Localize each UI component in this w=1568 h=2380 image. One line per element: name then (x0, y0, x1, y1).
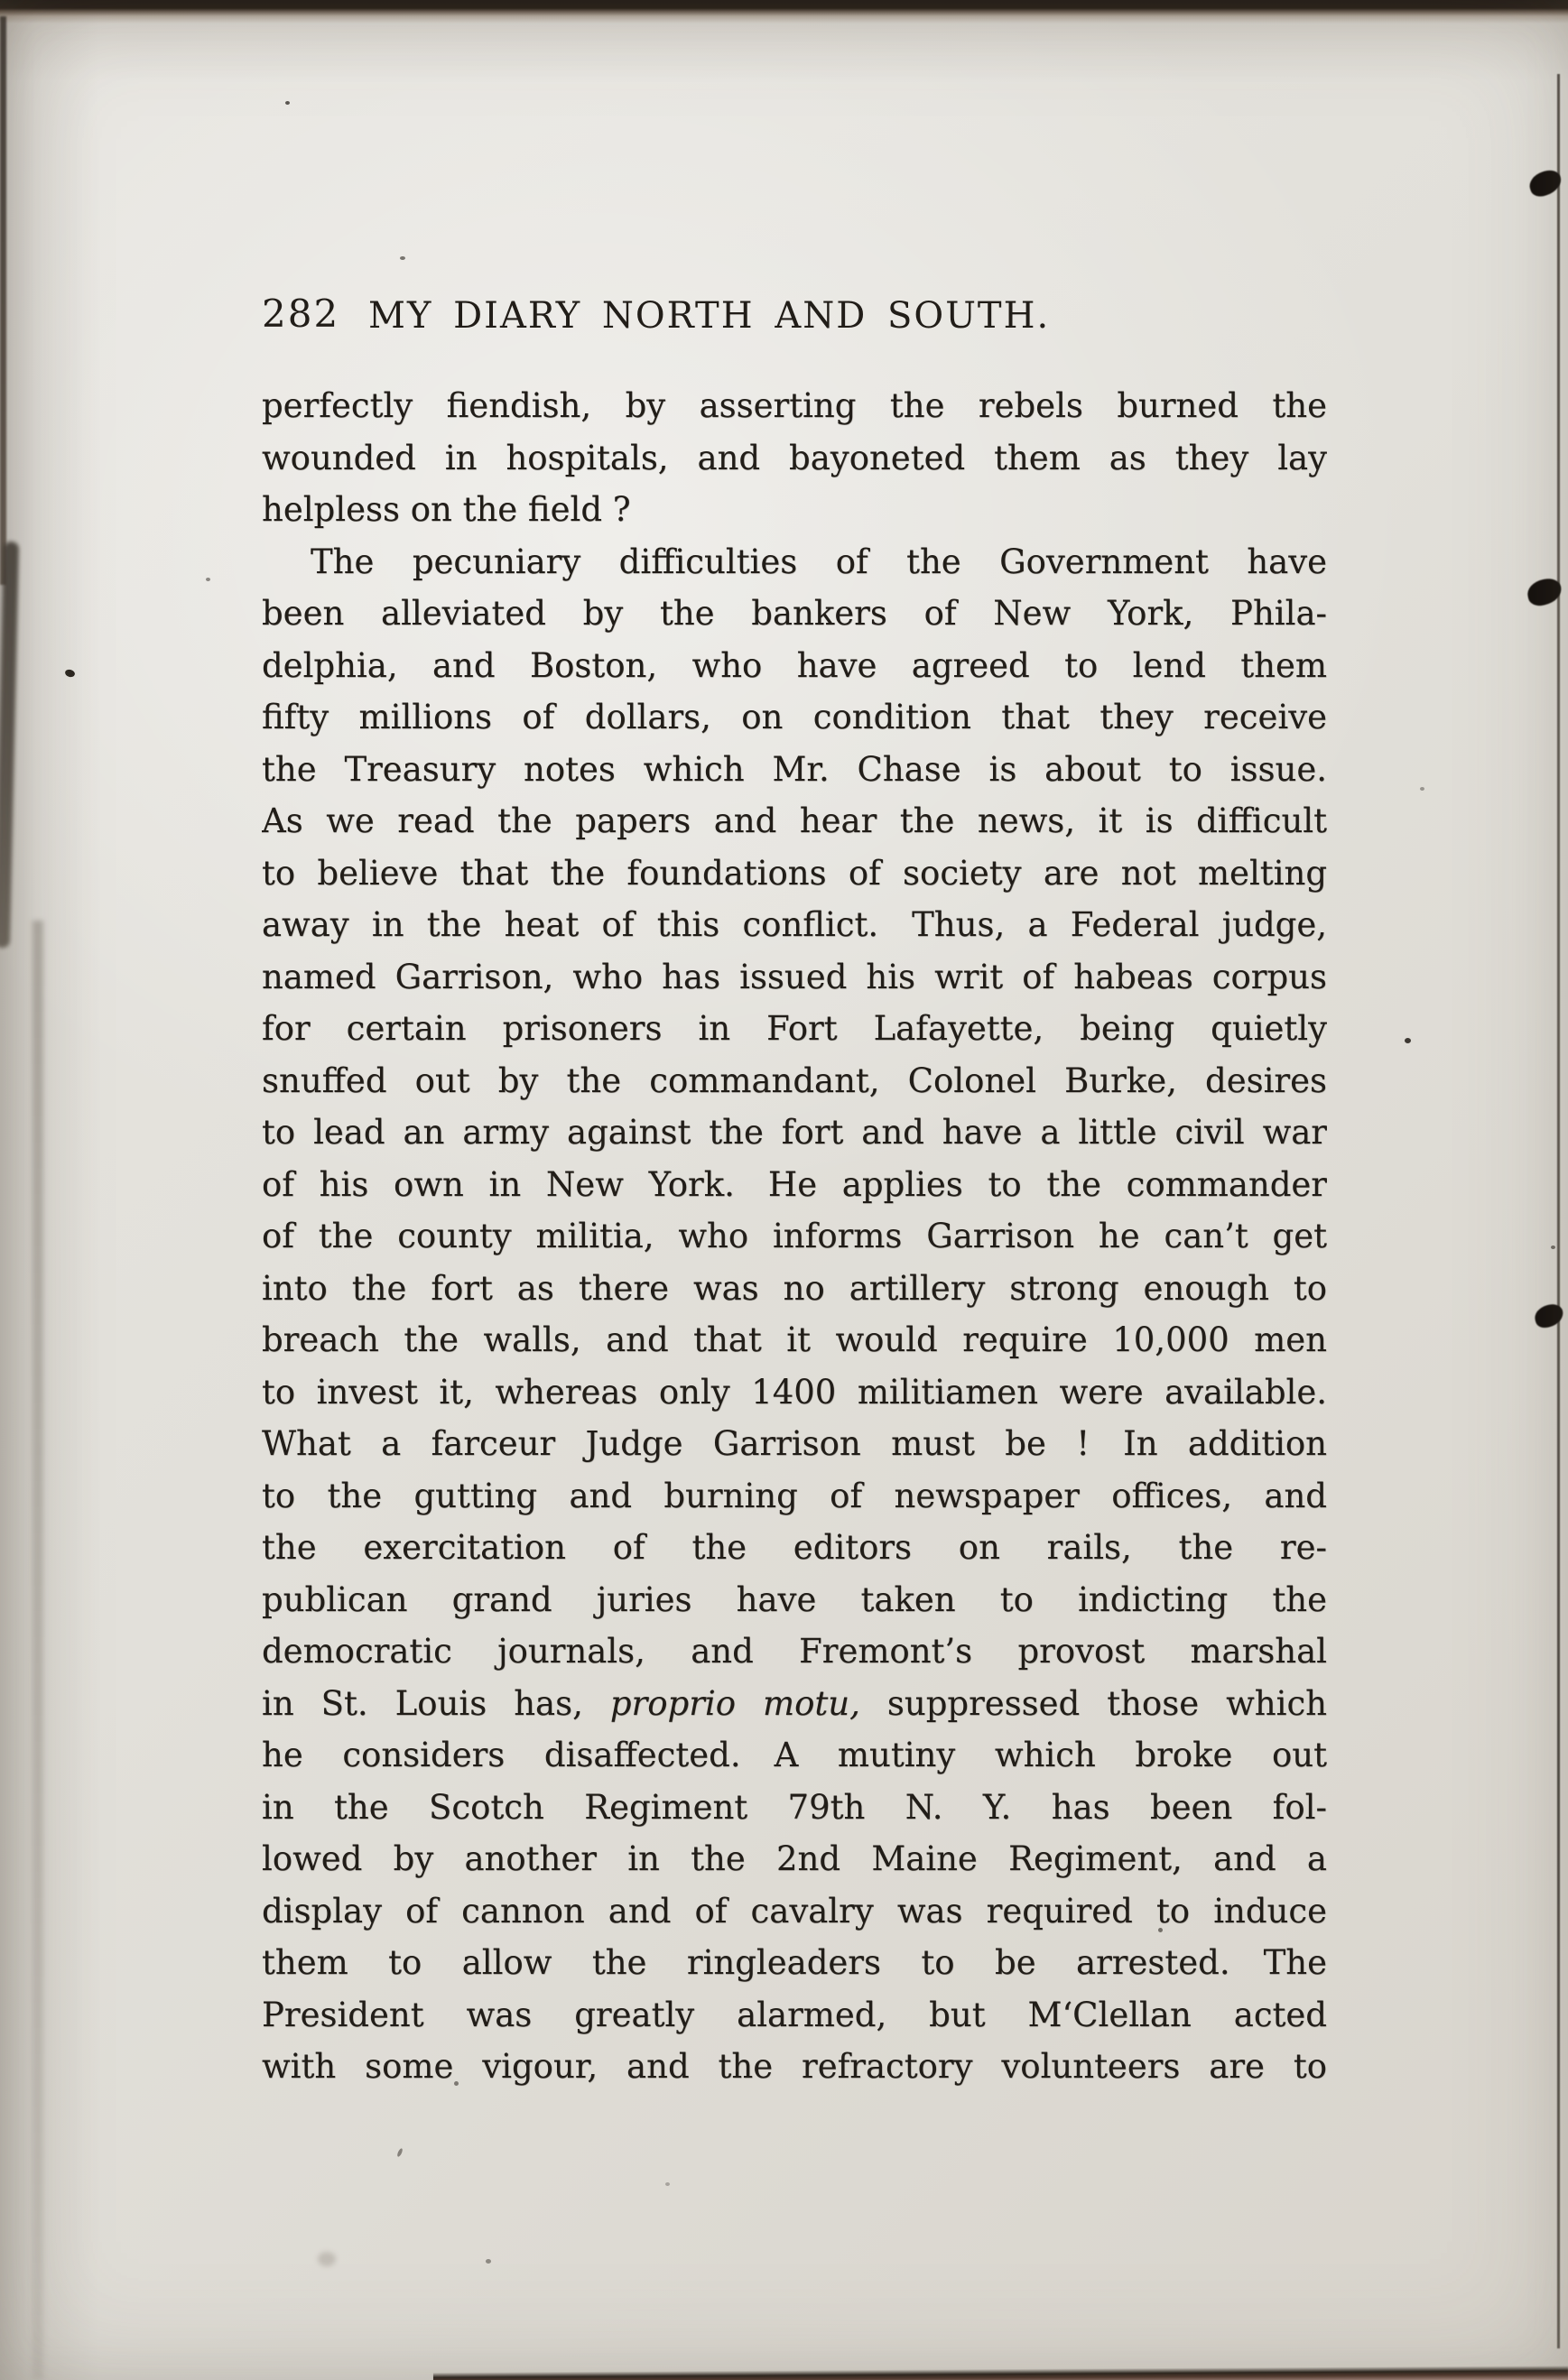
text-line (262, 1885, 1327, 1938)
text-segment: them to allow the ringleaders to be arrested. The (262, 1943, 1327, 1982)
paper-speck (64, 669, 76, 679)
text-segment: in St. Louis has, (262, 1683, 610, 1723)
text-segment: with some vigour, and the refractory volunteers are to (262, 2047, 1327, 2086)
text-line (262, 744, 1327, 796)
text-segment: for certain prisoners in Fort Lafayette, being quietly (262, 1009, 1327, 1048)
text-segment: publican grand juries have taken to indicting the (262, 1579, 1327, 1619)
text-segment: democratic journals, and Fremont’s provost marshal (262, 1632, 1327, 1671)
text-segment: of his own in New York. He applies to the commander (262, 1164, 1327, 1204)
text-segment: breach the walls, and that it would require 10,000 men (262, 1320, 1327, 1359)
scan-edge-left-faint (32, 921, 43, 2380)
text-line (262, 1782, 1327, 1834)
paper-speck (665, 2182, 670, 2186)
text-segment: to lead an army against the fort and have a little civil war (262, 1113, 1327, 1152)
paper-speck (1551, 1246, 1555, 1249)
text-segment: fifty millions of dollars, on condition that they receive (262, 698, 1327, 736)
text-segment: snuffed out by the commandant, Colonel Burke, desires (262, 1060, 1327, 1100)
text-line (262, 1574, 1327, 1626)
text-line (262, 1159, 1327, 1211)
text-line (262, 588, 1327, 640)
scan-edge-top (0, 0, 1568, 23)
text-segment: named Garrison, who has issued his writ of habeas corpus (262, 957, 1327, 996)
text-line (262, 1263, 1327, 1315)
text-segment: away in the heat of this conflict. Thus, a Federal judge, (262, 905, 1327, 944)
text-segment: As we read the papers and hear the news, it is difficult (262, 801, 1327, 840)
text-line (262, 1003, 1327, 1055)
scan-edge-left-streak (0, 542, 19, 948)
text-block (262, 380, 1327, 2093)
text-line (262, 899, 1327, 951)
paper-speck (486, 2259, 491, 2264)
text-line (262, 1314, 1327, 1366)
paper-speck (1405, 1038, 1411, 1043)
text-line (262, 1729, 1327, 1782)
text-line (262, 1107, 1327, 1159)
paper-speck (1420, 787, 1424, 791)
text-segment: The pecuniary difficulties of the Government have (311, 542, 1327, 581)
paper-speck (400, 256, 405, 260)
text-segment: delphia, and Boston, who have agreed to lend them (262, 645, 1327, 685)
text-line (262, 847, 1327, 900)
text-segment: been alleviated by the bankers of New York, Phila- (262, 594, 1327, 633)
text-line (262, 1678, 1327, 1730)
text-segment: wounded in hospitals, and bayoneted them as they lay (262, 438, 1327, 477)
paper-smudge (318, 2252, 336, 2266)
scan-edge-right-page-line (1557, 74, 1560, 2348)
text-line (262, 1418, 1327, 1470)
text-line (262, 951, 1327, 1004)
text-line (262, 1625, 1327, 1678)
text-segment: helpless on the field ? (262, 490, 631, 529)
italic-text-segment: proprio motu, (609, 1683, 860, 1723)
page-number: 282 (262, 292, 340, 336)
text-segment: the Treasury notes which Mr. Chase is about to issue. (262, 749, 1327, 789)
scan-edge-bottom (433, 2366, 1568, 2380)
text-line (262, 1366, 1327, 1419)
text-segment: in the Scotch Regiment 79th N. Y. has been fol- (262, 1787, 1327, 1827)
text-segment: lowed by another in the 2nd Maine Regiment, and a (262, 1839, 1327, 1878)
text-line (262, 1833, 1327, 1885)
text-segment: he considers disaffected. A mutiny which broke out (262, 1736, 1327, 1774)
text-segment: perfectly fiendish, by asserting the rebels burned the (262, 386, 1327, 425)
text-line (262, 640, 1327, 692)
text-line (262, 484, 1327, 536)
text-line (262, 1989, 1327, 2042)
text-segment: to the gutting and burning of newspaper offices, and (262, 1476, 1327, 1515)
text-segment: into the fort as there was no artillery strong enough to (262, 1268, 1327, 1308)
text-line (262, 432, 1327, 485)
ink-blot (1532, 1301, 1565, 1329)
text-segment: President was greatly alarmed, but M‘Clellan acted (262, 1995, 1327, 2034)
paper-speck (206, 578, 210, 581)
text-line (262, 1055, 1327, 1107)
running-title: MY DIARY NORTH AND SOUTH. (368, 295, 1051, 337)
text-segment: display of cannon and of cavalry was required to induce (262, 1891, 1327, 1931)
page-header (262, 294, 1327, 339)
text-line (262, 1210, 1327, 1263)
text-line (262, 691, 1327, 744)
text-segment: of the county militia, who informs Garrison he can’t get (262, 1217, 1327, 1255)
text-line (262, 380, 1327, 432)
text-segment: What a farceur Judge Garrison must be ! In addition (262, 1424, 1327, 1463)
text-line (262, 795, 1327, 847)
scan-edge-left-line (0, 16, 6, 585)
text-segment: to invest it, whereas only 1400 militiamen were available. (262, 1372, 1327, 1412)
text-line (262, 1470, 1327, 1523)
text-line (262, 1937, 1327, 1989)
text-segment: the exercitation of the editors on rails, the re- (262, 1528, 1327, 1567)
text-line (262, 536, 1327, 588)
paper-speck (396, 2148, 404, 2158)
paper-speck (285, 101, 290, 105)
text-segment: suppressed those which (859, 1683, 1327, 1723)
text-line (262, 2041, 1327, 2093)
text-segment: to believe that the foundations of society are not melting (262, 853, 1327, 893)
text-line (262, 1522, 1327, 1574)
